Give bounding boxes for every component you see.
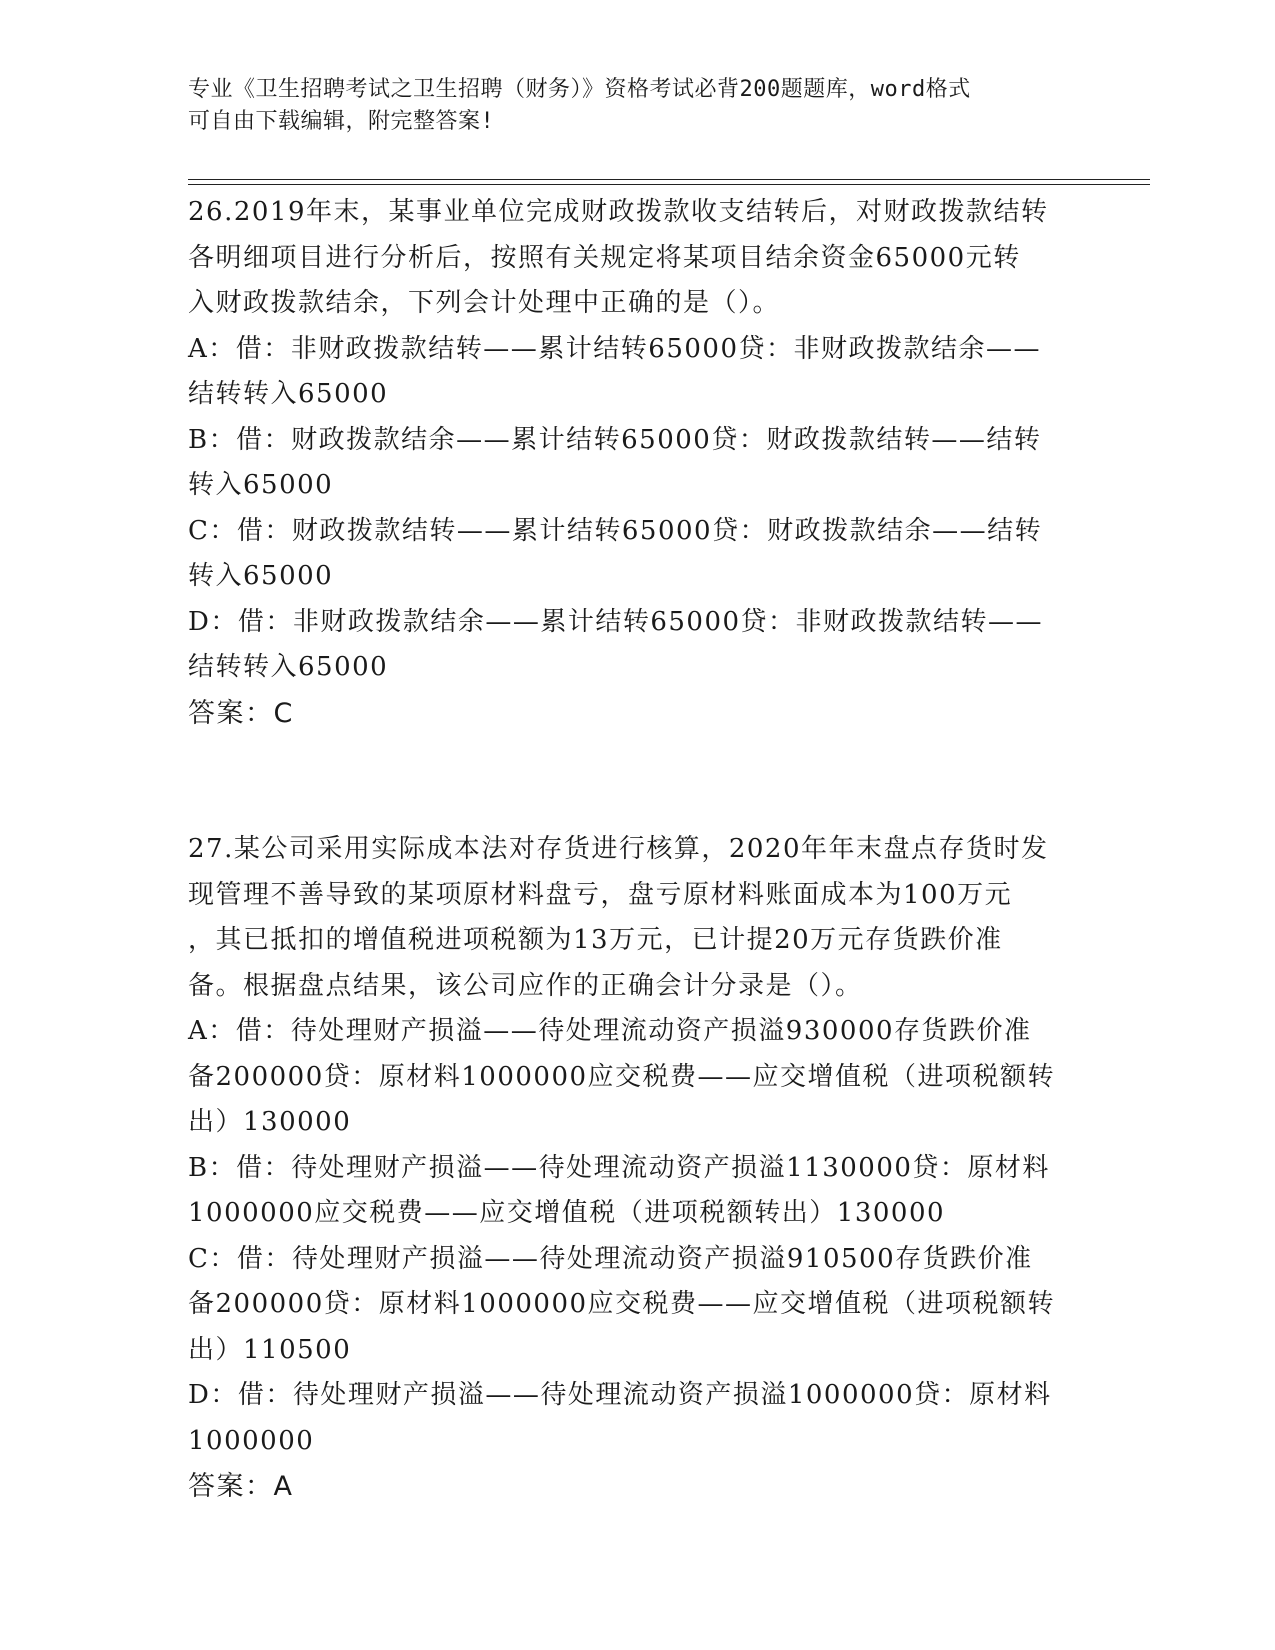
question-spacer bbox=[188, 736, 1088, 827]
option-line: D：借：待处理财产损溢——待处理流动资产损溢1000000贷：原材料 bbox=[188, 1380, 1052, 1410]
option-line: 备200000贷：原材料1000000应交税费——应交增值税（进项税额转 bbox=[188, 1289, 1056, 1319]
question-stem-line: 26.2019年末，某事业单位完成财政拨款收支结转后，对财政拨款结转 bbox=[188, 197, 1049, 227]
question-27 bbox=[188, 827, 1088, 1510]
option-line: 出）130000 bbox=[188, 1107, 352, 1137]
option-line: 结转转入65000 bbox=[188, 652, 389, 682]
option-line: A：借：非财政拨款结转——累计结转65000贷：非财政拨款结余—— bbox=[188, 333, 1041, 364]
option-line: 结转转入65000 bbox=[188, 379, 389, 409]
page-header bbox=[188, 74, 1068, 138]
option-line: C：借：待处理财产损溢——待处理流动资产损溢910500存货跌价准 bbox=[188, 1243, 1033, 1274]
option-line: 出）110500 bbox=[188, 1334, 352, 1365]
question-stem-line: ，其已抵扣的增值税进项税额为13万元，已计提20万元存货跌价准 bbox=[188, 925, 1003, 955]
question-stem-line: 现管理不善导致的某项原材料盘亏，盘亏原材料账面成本为100万元 bbox=[188, 879, 1013, 910]
option-line: C：借：财政拨款结转——累计结转65000贷：财政拨款结余——结转 bbox=[188, 515, 1043, 546]
option-line: A：借：待处理财产损溢——待处理流动资产损溢930000存货跌价准 bbox=[188, 1016, 1032, 1046]
option-line: B：借：财政拨款结余——累计结转65000贷：财政拨款结转——结转 bbox=[188, 424, 1042, 455]
question-stem-line: 备。根据盘点结果，该公司应作的正确会计分录是（）。 bbox=[188, 970, 863, 1001]
option-line: 转入65000 bbox=[188, 561, 334, 591]
question-26 bbox=[188, 190, 1088, 736]
header-line-2: 可自由下载编辑，附完整答案! bbox=[188, 109, 495, 134]
header-divider bbox=[188, 179, 1150, 185]
option-line: 1000000 bbox=[188, 1425, 315, 1456]
option-line: 备200000贷：原材料1000000应交税费——应交增值税（进项税额转 bbox=[188, 1061, 1056, 1092]
option-line: 1000000应交税费——应交增值税（进项税额转出）130000 bbox=[188, 1198, 946, 1228]
option-line: 转入65000 bbox=[188, 470, 334, 500]
question-stem-line: 入财政拨款结余，下列会计处理中正确的是（）。 bbox=[188, 288, 781, 318]
header-line-1: 专业《卫生招聘考试之卫生招聘（财务）》资格考试必背200题题库，word格式 bbox=[188, 77, 971, 102]
answer-line: 答案：A bbox=[188, 1471, 294, 1502]
question-stem-line: 各明细项目进行分析后，按照有关规定将某项目结余资金65000元转 bbox=[188, 242, 1021, 273]
answer-line: 答案：C bbox=[188, 697, 294, 729]
option-line: D：借：非财政拨款结余——累计结转65000贷：非财政拨款结转—— bbox=[188, 606, 1044, 637]
question-stem-line: 27.某公司采用实际成本法对存货进行核算，2020年年末盘点存货时发 bbox=[188, 834, 1049, 864]
option-line: B：借：待处理财产损溢——待处理流动资产损溢1130000贷：原材料 bbox=[188, 1152, 1050, 1183]
document-body bbox=[188, 190, 1088, 1510]
